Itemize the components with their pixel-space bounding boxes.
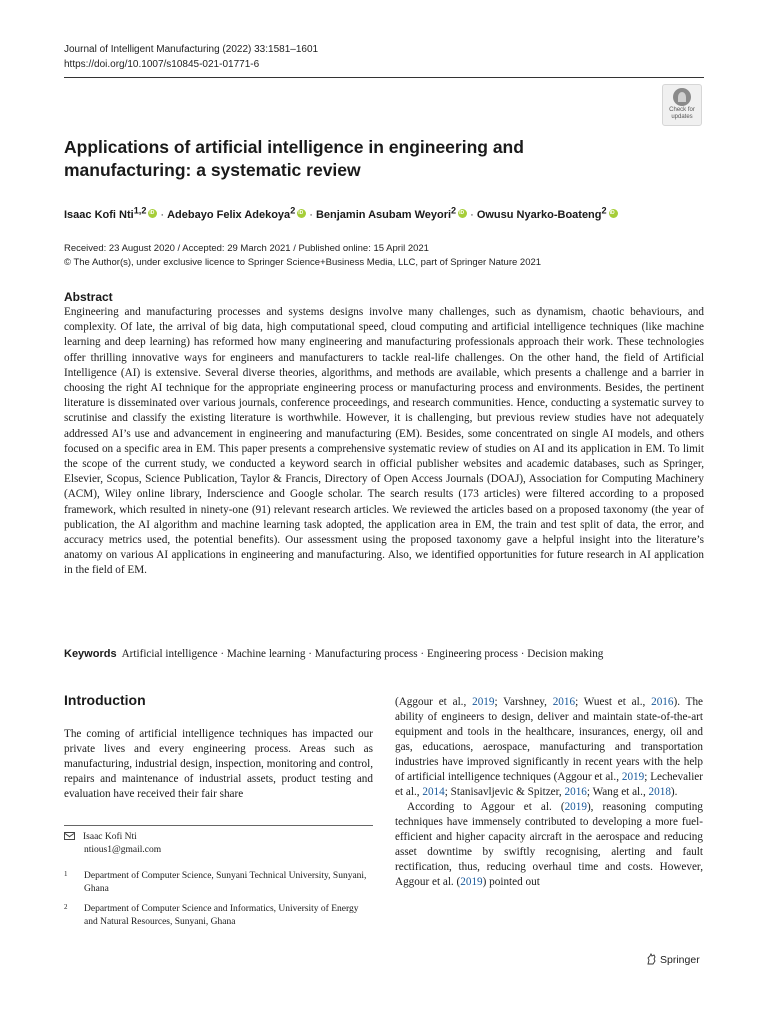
author[interactable]: Owusu Nyarko-Boateng$^2$iD	[477, 209, 618, 221]
doi-link[interactable]: https://doi.org/10.1007/s10845-021-01771-6	[64, 59, 260, 70]
body-text: ; Stanisavljevic & Spitzer,	[444, 786, 565, 798]
author-affiliation: 2	[601, 205, 607, 215]
citation-link[interactable]: 2019	[472, 696, 495, 708]
copyright-notice: © The Author(s), under exclusive licence to Springer Science+Business Media, LLC, part of Springer Nature 2021	[64, 257, 542, 268]
affiliation-number: 2	[64, 903, 68, 911]
journal-header	[64, 42, 318, 72]
citation-link[interactable]: 2019	[621, 771, 645, 783]
body-text: ), reasoning computing techniques have immensely contributed to developing a more fuel-efficient and higher capacity aircraft in the aerospace and reducing asset downtime by swiftly recognising, alerting and fault rectification, thus, reducing overhaul time and costs. However, Aggour et al. (	[395, 801, 703, 888]
abstract-text: Engineering and manufacturing processes and systems designs involve many challenges, such as dynamism, chaotic behaviours, and complexity. Of late, the arrival of big data, high computational speed, cloud computing and artificial intelligence techniques (like machine learning and deep learning) has reformed how many engineering and manufacturing professionals approach their work. These technologies offer thrilling innovative ways for engineers and manufacturers to tackle real-life challenges. On the other hand, the field of Artificial Intelligence (AI) is extensive. Several diverse theories, algorithms, and methods are available, which presents a challenge and a barrier in choosing the right AI technique for the appropriate engineering process or manufacturing process and environments. Besides, the pertinent literature is disseminated over various journals, conference proceedings, and research communities. Hence, conducting a systematic survey to scrutinise and classify the existing literature is worthwhile. However, it is challenging, but previous review studies have not adequately addressed AI’s use and advancement in engineering and manufacturing (EM). Besides, some concentrated on single AI models, and others focused on a specific area in EM. This paper presents a comprehensive systematic review of studies on AI and its application in EM. To limit the scope of the current study, we conducted a keyword search in official publisher websites and academic databases, such as Springer, Elsevier, Scopus, Science Publication, Taylor & Francis, Directory of Open Access Journals (DOAJ), Association for Computing Machinery (ACM), Wiley online library, Inderscience and Google scholar. The search results (173 articles) were filtered according to a proposed framework, which resulted in ninety-one (91) relevant research articles. We reviewed the articles based on a proposed taxonomy (the year of publication, the AI algorithm and machine learning task adopted, the application area in EM, the train and test split of data, the error, and accuracy metrics used, the potential benefits). Our assessment using the proposed taxonomy gave a helpful insight into the literature’s anatomy on various AI applications in engineering and manufacturing. Also, we identified opportunities for future research in AI application in the field of EM.	[64, 306, 704, 577]
intro-paragraph	[395, 800, 703, 890]
affiliation-number: 1	[64, 870, 68, 878]
author[interactable]: Isaac Kofi Nti$^{1,2}$iD	[64, 209, 157, 221]
citation-link[interactable]: 2019	[460, 876, 483, 888]
correspondence	[64, 831, 373, 857]
body-text: ) pointed out	[482, 876, 540, 888]
orcid-icon[interactable]	[297, 209, 306, 218]
keywords-label: Keywords	[64, 648, 117, 660]
publication-dates	[64, 242, 541, 270]
header-rule	[64, 77, 704, 78]
check-updates-icon	[673, 88, 691, 106]
author-separator: ·	[309, 208, 313, 221]
footnote-rule	[64, 825, 373, 826]
citation-link[interactable]: 2016	[564, 786, 587, 798]
author-list	[64, 203, 704, 222]
citation-link[interactable]: 2016	[651, 696, 674, 708]
author-affiliation: 2	[290, 205, 296, 215]
orcid-icon[interactable]	[458, 209, 467, 218]
citation-link[interactable]: 2016	[552, 696, 576, 708]
affiliation-footnote	[64, 870, 373, 896]
envelope-icon	[64, 832, 75, 840]
body-text: (Aggour et al.,	[395, 696, 473, 708]
body-text: ; Lechevalier et al.,	[395, 771, 703, 798]
body-text: ). The ability of engineers to design, deliver and maintain state-of-the-art equipment and tools in the healthcare, insurances, energy, oil and gas, educations, aerospace, manufacturing and transportation industries have improved significantly in recent years with the help of artificial intelligence techniques (Aggour et al.,	[395, 696, 704, 783]
citation-link[interactable]: 2014	[422, 786, 445, 798]
affiliation-text: Department of Computer Science, Sunyani Technical University, Sunyani, Ghana	[84, 871, 367, 894]
check-for-updates-badge[interactable]	[662, 84, 702, 126]
badge-line-1: Check for	[669, 107, 695, 113]
publisher-logo	[646, 953, 700, 967]
author-separator: ·	[470, 208, 474, 221]
abstract-heading: Abstract	[64, 290, 113, 304]
keywords-list: Artificial intelligence · Machine learning · Manufacturing process · Engineering process · Decision making	[121, 648, 604, 660]
body-text: According to Aggour et al. (	[407, 801, 565, 813]
intro-paragraph	[395, 695, 703, 800]
author-affiliation: 2	[451, 205, 457, 215]
badge-line-2: updates	[671, 114, 693, 120]
publisher-name: Springer	[660, 954, 700, 966]
orcid-icon[interactable]	[609, 209, 618, 218]
citation-link[interactable]: 2019	[564, 801, 587, 813]
body-text: ).	[670, 786, 678, 798]
keywords	[64, 647, 704, 662]
body-text: ; Wuest et al.,	[575, 696, 652, 708]
author[interactable]: Adebayo Felix Adekoya$^2$iD	[167, 209, 306, 221]
author-affiliation: 1,2	[133, 205, 147, 215]
body-text: ; Varshney,	[494, 696, 553, 708]
affiliation-footnote	[64, 903, 373, 929]
intro-right-column	[395, 695, 703, 890]
author-separator: ·	[160, 208, 165, 221]
journal-citation: Journal of Intelligent Manufacturing (2022) 33:1581–1601	[64, 44, 319, 55]
intro-left-column: The coming of artificial intelligence techniques has impacted our private lives and every engineering process. Areas such as manufacturing, industrial design, inspection, monitoring and control, repairs and maintenance of industrial assets, product testing and evaluation have received their fair share	[64, 728, 373, 800]
citation-link[interactable]: 2018	[648, 786, 671, 798]
body-text: ; Wang et al.,	[586, 786, 649, 798]
author[interactable]: Benjamin Asubam Weyori$^2$iD	[316, 209, 467, 221]
history-dates: Received: 23 August 2020 / Accepted: 29 March 2021 / Published online: 15 April 2021	[64, 243, 429, 254]
corresponding-author: Isaac Kofi Nti	[83, 832, 137, 842]
springer-horse-icon	[646, 953, 657, 965]
affiliation-text: Department of Computer Science and Informatics, University of Energy and Natural Resources, Sunyani, Ghana	[84, 904, 359, 927]
paper-title: Applications of artificial intelligence in engineering and manufacturing: a systematic review	[64, 137, 524, 180]
section-heading-introduction: Introduction	[64, 692, 146, 708]
author-email[interactable]: ntious1@gmail.com	[84, 845, 162, 855]
